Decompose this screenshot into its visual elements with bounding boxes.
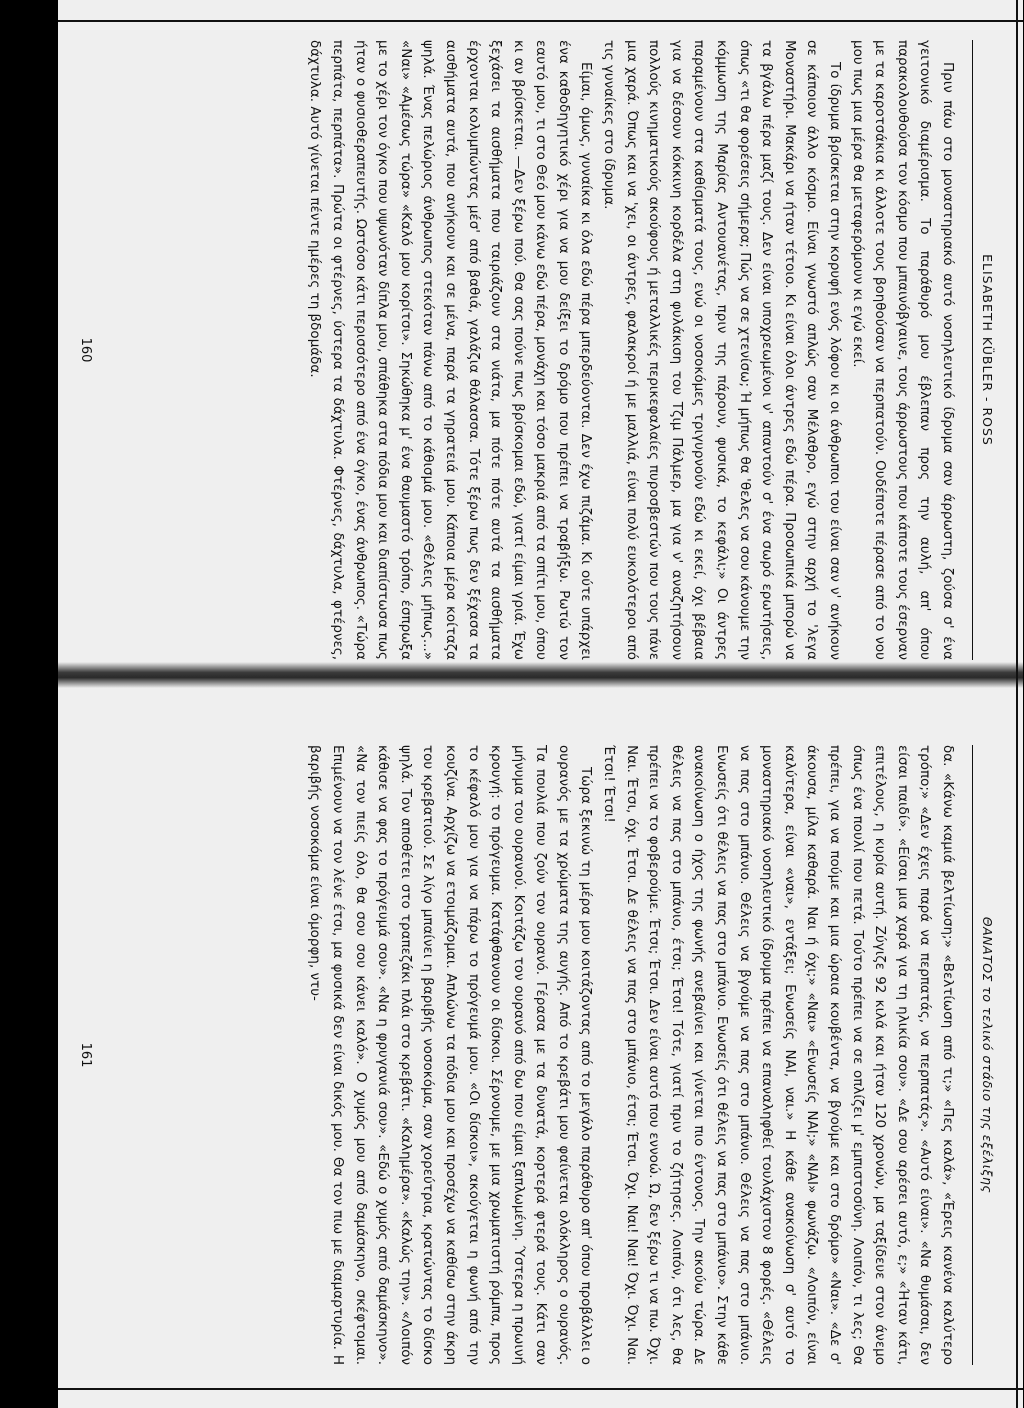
left-paragraph: Πριν πάω στο μοναστηριακό αυτό νοσηλευτικό ίδρυμα σαν άρρωστη, ζούσα σ' ένα γειτονικό διαμέρισμα. Το παράθυρό μου έβλεπαν προς την αυλή, απ' όπου παρακολουθούσα τον κόσμο που μπαινόβγαινε, τους άρρωστους που κάποτε τους έσερναν με τα καροτσάκια κι άλλοτε τους βοηθούσαν να περπατούν. Ουδέποτε πέρασε από το νου μου πως μια μέρα θα μεταφερόμουν κι εγώ εκεί. xyxy=(849,40,956,660)
left-body-text xyxy=(304,40,959,660)
right-body-text xyxy=(304,745,959,1365)
rotated-spread xyxy=(58,0,1023,1408)
right-page xyxy=(58,745,1023,1365)
left-page xyxy=(58,40,1023,660)
right-paragraph: δα. «Κάνω καμιά βελτίωση;» «Βελτίωση από τι;» «Πες καλά», «Έρεις κανένα καλύτερο τρόπο;» «Δεν έχεις παρά να περπατάς, να περπατάς». «Αυτό είναι». «Να θυμάσαι, δεν είσαι παιδί». «Είσαι μια χαρά για τη ηλικία σου». «Δε σου αρέσει αυτό, ε;» «Ήταν κάτι, επιτέλους, η κυρία αυτή. Ζύγιζε 92 κιλά και ήταν 120 χρονών, μα ταξίδευε στον άνεμο όπως ένα πουλί που πετά. Τούτο πρέπει να σε οπλίζει μ' εμπιστοσύνη. Λοιπόν, τι λες; Θα πρέπει, για να πούμε και μια ώραια κουβέντα, να βγούμε και στο δρόμο» «Ναι». «Δε σ' άκουσα, μίλα καθαρά. Ναι ή όχι;» «Ναι» «Ενωσείς ΝΑΙ;» «ΝΑΙ» φωνάζω. «Λοιπόν, είναι καλύτερα, είναι «ναι», εντάξει; Ενωσείς ΝΑΙ, ναι.» Η κάθε ανακοίνωση σ' αυτό το μοναστηριακό νοσηλευτικό ίδρυμα πρέπει να επαναληφθεί τουλάχιστον 8 φορές. «Θέλεις να πας στο μπάνιο. Θέλεις να βγούμε να πας στο μπάνιο. Θέλεις να πας στο μπάνιο. Ενωσείς ότι θέλεις να πας στο μπάνιο. Ενωσείς ότι θέλεις να πας στο μπάνιο». Στην κάθε ανακοίνωση ο ήχος της φωνής ανεβαίνει και γίνεται πιο έντονος. Την ακούω τώρα. Δε θέλεις να πας στο μπάνιο, έτσι; Έτσι! Τότε, γιατί πριν το ζήτησες. Λοιπόν, ότι λες, θα πρέπει να το φοβερούμε. Έτσι; Έτσι. Δεν είναι αυτό που εννοώ. Ώ, δεν ξέρω τι να πω. Όχι. Ναι. Έτσι, όχι. Έτσι. Δε θέλεις να πας στο μπάνιο, έτσι; Έτσι. Όχι. Ναι! Ναι! Όχι. Όχι. Ναι. Έτσι! Έτσι! xyxy=(601,745,956,1365)
scanned-book-spread xyxy=(58,0,1023,1408)
left-paragraph: Είμαι, όμως, γυναίκα κι όλα εδώ πέρα μπερδεύονται. Δεν έχω πιζάμα. Κι ούτε υπάρχει ένα καθοδηγητικό χέρι για να μου δείξει το δρόμο που πρέπει να τραβήξω. Ρωτώ τον εαυτό μου, τι στο Θεό μου κάνω εδώ πέρα, μονάχη και τόσο μακριά από τα σπίτι μου, όπου κι αν βρίσκεται. —Δεν ξέρω πού. Θα σας πούνε πως βρίσκομαι εδώ, γιατί είμαι γριά. Έχω ξεχάσει τα αισθήματα που ταιριάζουν στα νιάτα, μα πότε πότε αυτά τα αισθήματα έρχονται κολυμπώντας μέσ' από βαθιά, γαλάζια θάλασσα. Τότε ξέρω πως δεν ξέχασα τα αισθήματα αυτά, που ανήκουν και σε μένα, παρά τα γηρατειά μου. Κάποια μέρα κοίταζα ψηλά. Ένας πελώριος άνθρωπος στεκόταν πάνω από το κάθισμά μου. «Θέλεις μήπως...» «Ναι» «Αμέσως τώρα» «Καλό μου κορίτσι». Σηκώθηκα μ' ένα θαυμαστό τρόπο, έσπρωξα με το χέρι τον όγκο που υψωνόταν δίπλα μου, σπάθηκα στα πόδια μου και διαπίστωσα πως ήταν ο φυσιοθεραπευτής. Ωστόσο κάτι περισσότερο από ένα όγκο, ένας άνθρωπος. «Τώρα περπάτα, περπάτα». Πρώτα οι φτέρνες, ύστερα τα δάχτυλα. Φτέρνες, δάχτυλα, φτέρνες, δάχτυλα. Αυτό γίνεται πέντε ημέρες τη βδομάδα. xyxy=(307,40,595,660)
left-page-number: 160 xyxy=(78,337,93,363)
left-paragraph: Το ίδρυμα βρίσκεται στην κορυφή ενός λόφου κι οι άνθρωποι του είναι σαν ν' ανήκουν σε κάποιον άλλο κόσμο. Είναι γνωστό απλώς σαν Μέλαθρο, εγώ στην αρχή το 'λεγα Μοναστήρι. Μακάρι να ήταν τέτοιο. Κι είναι όλοι άντρες εδώ πέρα. Προσωπικά μπορώ να τα βγάλω πέρα μαζί τους. Δεν είναι υποχρεωμένοι ν' απαντούν σ' ένα σωρό ερωτήσεις, όπως «τι θα φορέσεις σήμερα; Πώς να σε χτενίσω; Ή μήπως θα 'θελες να σου κάνουμε την κόμμωση της Μαρίας Αντουανέτας, πριν της πάρουν, φυσικά, το κεφάλι;» Οι άντρες παραμένουν στα καθίσματά τους, ενώ οι νοσοκόμες τριγυρνούν εδώ κι εκεί, όχι βέβαια για να δέσουν κόκκινη κορδέλα στη φυλάκιση του Τζιμ Πάλμερ, μα για ν' αναζητήσουν πολλούς κινηματικούς ακούφους ή μεταλλικές περικεφαλαίες πυροσβεστών που τους πάνε μια χαρά. Όπως και να 'χει, οι άντρες, φαλακροί ή με μαλλιά, είναι πολύ ευκολότεροι από τις γυναίκες στο ίδρυμα. xyxy=(601,40,844,660)
right-head-rule xyxy=(972,745,973,1365)
right-page-number: 161 xyxy=(78,1042,93,1068)
left-running-head: ELISABETH KÜBLER - ROSS xyxy=(980,254,995,446)
right-running-head: ΘΑΝΑΤΟΣ το τελικό στάδιο της εξέλιξης xyxy=(980,916,995,1194)
right-paragraph: Τώρα ξεκινώ τη μέρα μου κοιτάζοντας από το μεγάλο παράθυρο απ' όπου προβάλλει ο ουρανός με τα χρώματα της αυγής. Από το κρεβάτι μου φαίνεται ολόκληρος ο ουρανός. Τα πουλιά που ζούν τον ουρανό. Γέρασα με τα δυνατά, κορτερά φτερά τους. Κάτι σαν μήνυμα του ουρανού. Κοιτάζω τον ουρανό από δω που είμαι ξαπλωμένη. Ύστερα η πρωινή κρουγή: το πρόγευμα. Κατάφθανουν οι δίσκοι. Σέρνουμε, με μια χρωματιστή ρόμπα, προς το κέφαλό μου για να πάρω το πρόγευμά μου. «Οι δίσκοι», ακούγεται η φωνή από την κουζίνα. Αρχίζω να ετοιμάζομαι. Απλώνω τα πόδια μου και προσέχω να καθίσω στην άκρη του κρεβατιού. Σε λίγο μπαίνει η βαριβής νοσοκόμα, σαν χορεύτρια, κρατώντας το δίσκο ψηλά. Τον αποθέτει στο τραπεζάκι πλάι στο κρεβάτι. «Καλημέρα». «Καλώς την». «Λοιπόν κάθισε να φας το πρόγευμά σου». «Να η φρυγανιά σου». «Εδώ ο χυμός από δαμάσκηνο». «Να τον πιείς όλο, θα σου σου κάνει καλό». Ο χυμός μου από δαμάσκηνο, σκέφτομαι. Επιμένουν να τον λένε έτσι, μα φυσικά δεν είναι δικός μου. Θα τον πιω με διαμαρτυρία. Η βαριβής νοσοκόμα είναι όμορφη, ντυ- xyxy=(307,745,595,1365)
left-head-rule xyxy=(972,40,973,660)
